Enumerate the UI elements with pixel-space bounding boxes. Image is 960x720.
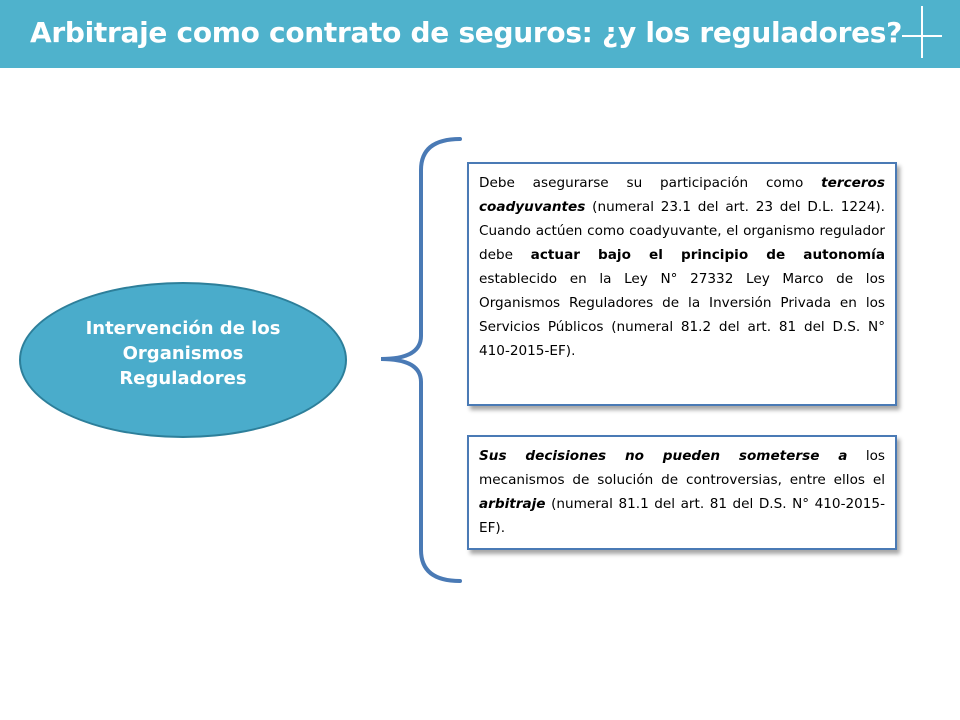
slide-title: Arbitraje como contrato de seguros: ¿y los reguladores? bbox=[30, 16, 903, 49]
box1-emphasis-autonomia: actuar bajo el principio de autonomía bbox=[530, 247, 885, 263]
regulators-node-label bbox=[60, 316, 306, 391]
box1-text-1: Debe asegurarse su participación como bbox=[479, 175, 822, 191]
box2-text-1: los mecanismos de solución de controversias, entre ellos el bbox=[479, 448, 885, 488]
plus-icon bbox=[898, 4, 946, 60]
box1-emphasis-coadyuvantes: terceros coadyuvantes bbox=[479, 175, 885, 215]
autonomy-box bbox=[467, 162, 897, 406]
box1-text-2: (numeral 23.1 del art. 23 del D.L. 1224). Cuando actúen como coadyuvante, el organismo regulador debe bbox=[479, 199, 885, 263]
node-line-3: Reguladores bbox=[119, 368, 247, 389]
box1-text-3: establecido en la Ley N° 27332 Ley Marco de los Organismos Reguladores de la Inversión Privada en los Servicios Públicos (numeral 81.2 del art. 81 del D.S. N° 410-2015-EF). bbox=[479, 271, 885, 359]
node-line-2: Organismos bbox=[122, 343, 244, 364]
arbitration-box bbox=[467, 435, 897, 550]
brace-connector bbox=[375, 130, 465, 590]
box2-text-2: (numeral 81.1 del art. 81 del D.S. N° 410-2015-EF). bbox=[479, 496, 885, 536]
box2-emphasis-arbitraje: arbitraje bbox=[479, 496, 546, 512]
box2-emphasis-decisiones: Sus decisiones no pueden someterse a bbox=[479, 448, 848, 464]
node-line-1: Intervención de los bbox=[85, 318, 281, 339]
